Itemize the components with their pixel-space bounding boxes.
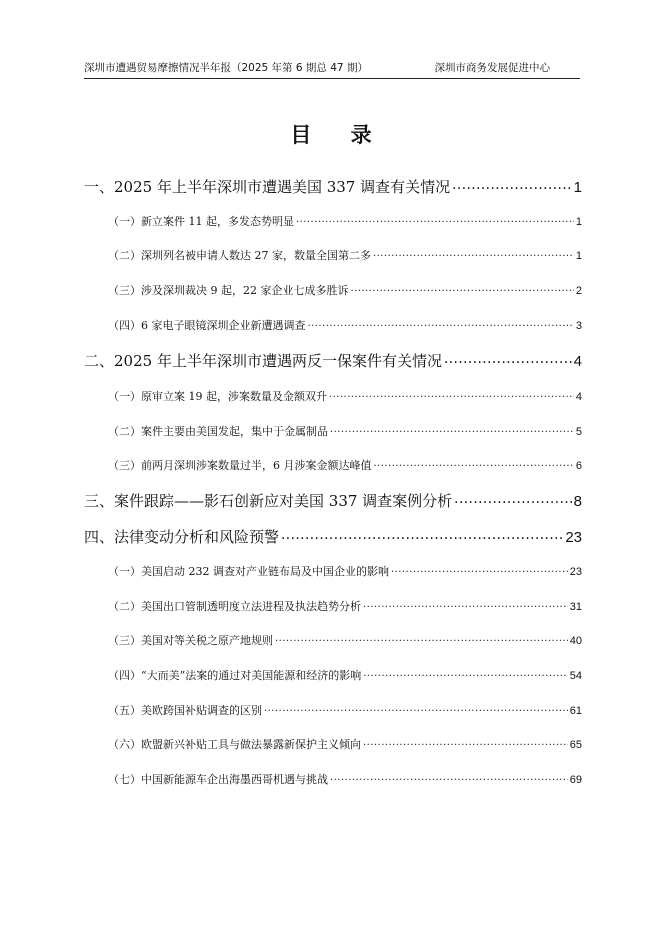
toc-entry-text: （二）美国出口管制透明度立法进程及执法趋势分析 bbox=[108, 600, 361, 613]
toc-entry-text: （四）6 家电子眼镜深圳企业新遭遇调查 bbox=[108, 319, 306, 332]
toc-entry-page: 23 bbox=[569, 566, 582, 578]
toc-entry-1-4[interactable] bbox=[108, 318, 582, 334]
toc-entry-page: 5 bbox=[575, 426, 582, 438]
toc-entry-page: 69 bbox=[569, 774, 582, 786]
page-header bbox=[84, 60, 580, 79]
toc-entry-text: （四）“大而美”法案的通过对美国能源和经济的影响 bbox=[108, 669, 362, 682]
toc-entry-page: 61 bbox=[569, 705, 582, 717]
toc-entry-text: （五）美欧跨国补贴调查的区别 bbox=[108, 704, 262, 717]
toc-entry-text: 一、2025 年上半年深圳市遭遇美国 337 调查有关情况 bbox=[84, 178, 451, 196]
toc-entry-page: 4 bbox=[573, 353, 582, 370]
toc-entry-section-3[interactable] bbox=[84, 491, 582, 511]
toc-entry-text: （三）美国对等关税之原产地规则 bbox=[108, 634, 273, 647]
toc-entry-text: （一）原审立案 19 起，涉案数量及金额双升 bbox=[108, 390, 327, 403]
toc-entry-page: 3 bbox=[575, 320, 582, 332]
toc-entry-section-1[interactable] bbox=[84, 177, 582, 197]
toc-leader-dots bbox=[275, 633, 568, 644]
toc-entry-text: （三）前两月深圳涉案数量过半，6 月涉案金额达峰值 bbox=[108, 459, 372, 472]
toc-entry-text: 四、法律变动分析和风险预警 bbox=[84, 528, 280, 546]
toc-entry-4-2[interactable] bbox=[108, 599, 582, 615]
toc-entry-page: 8 bbox=[573, 493, 582, 510]
toc-entry-4-7[interactable] bbox=[108, 772, 582, 788]
toc-leader-dots bbox=[363, 599, 568, 610]
toc-leader-dots bbox=[350, 283, 573, 294]
toc-leader-dots bbox=[264, 703, 568, 714]
toc-entry-page: 1 bbox=[573, 179, 582, 196]
toc-leader-dots bbox=[374, 458, 574, 469]
toc-entry-page: 40 bbox=[569, 635, 582, 647]
toc-leader-dots bbox=[363, 668, 568, 679]
toc-entry-page: 1 bbox=[575, 216, 582, 228]
toc-entry-4-5[interactable] bbox=[108, 703, 582, 719]
toc-entry-4-4[interactable] bbox=[108, 668, 582, 684]
toc-entry-section-4[interactable] bbox=[84, 527, 582, 547]
toc-entry-page: 65 bbox=[569, 739, 582, 751]
toc-leader-dots bbox=[454, 491, 571, 506]
toc-entry-2-2[interactable] bbox=[108, 424, 582, 440]
toc-entry-page: 23 bbox=[565, 529, 582, 546]
toc-entry-page: 6 bbox=[575, 460, 582, 472]
toc-entry-text: 三、案件跟踪——影石创新应对美国 337 调查案例分析 bbox=[84, 492, 453, 510]
toc-leader-dots bbox=[444, 351, 572, 366]
toc-entry-page: 2 bbox=[575, 285, 582, 297]
toc-leader-dots bbox=[391, 564, 568, 575]
header-report-title: 深圳市遭遇贸易摩擦情况半年报（2025 年第 6 期总 47 期） bbox=[84, 62, 368, 74]
toc-entry-1-1[interactable] bbox=[108, 214, 582, 230]
toc-entry-page: 31 bbox=[569, 601, 582, 613]
toc-entry-4-1[interactable] bbox=[108, 564, 582, 580]
toc-entry-page: 54 bbox=[569, 670, 582, 682]
toc-entry-2-1[interactable] bbox=[108, 389, 582, 405]
toc-entry-2-3[interactable] bbox=[108, 458, 582, 474]
toc-leader-dots bbox=[373, 248, 574, 259]
toc-leader-dots bbox=[330, 772, 568, 783]
toc-entry-text: 二、2025 年上半年深圳市遭遇两反一保案件有关情况 bbox=[84, 352, 442, 370]
toc-entry-text: （七）中国新能源车企出海墨西哥机遇与挑战 bbox=[108, 773, 328, 786]
toc-leader-dots bbox=[363, 737, 568, 748]
toc-entry-1-2[interactable] bbox=[108, 248, 582, 264]
toc-entry-4-3[interactable] bbox=[108, 633, 582, 649]
toc-entry-text: （二）深圳列名被申请人数达 27 家，数量全国第二多 bbox=[108, 249, 371, 262]
toc-entry-section-2[interactable] bbox=[84, 351, 582, 371]
toc-entry-text: （六）欧盟新兴补贴工具与做法暴露新保护主义倾向 bbox=[108, 738, 361, 751]
toc-entry-text: （三）涉及深圳裁决 9 起，22 家企业七成多胜诉 bbox=[108, 284, 349, 297]
toc-leader-dots bbox=[330, 424, 574, 435]
toc-entry-text: （一）新立案件 11 起，多发态势明显 bbox=[108, 215, 294, 228]
toc-leader-dots bbox=[281, 527, 563, 542]
toc-entry-4-6[interactable] bbox=[108, 737, 582, 753]
toc-leader-dots bbox=[329, 389, 574, 400]
toc-entry-1-3[interactable] bbox=[108, 283, 582, 299]
toc-title: 目 录 bbox=[290, 122, 388, 147]
toc-entry-page: 4 bbox=[575, 391, 582, 403]
toc-entry-text: （一）美国启动 232 调查对产业链布局及中国企业的影响 bbox=[108, 565, 389, 578]
toc-entry-page: 1 bbox=[575, 250, 582, 262]
toc-leader-dots bbox=[452, 177, 572, 192]
toc-leader-dots bbox=[296, 214, 574, 225]
toc-leader-dots bbox=[308, 318, 574, 329]
header-organization: 深圳市商务发展促进中心 bbox=[434, 62, 550, 74]
toc-entry-text: （二）案件主要由美国发起，集中于金属制品 bbox=[108, 425, 328, 438]
